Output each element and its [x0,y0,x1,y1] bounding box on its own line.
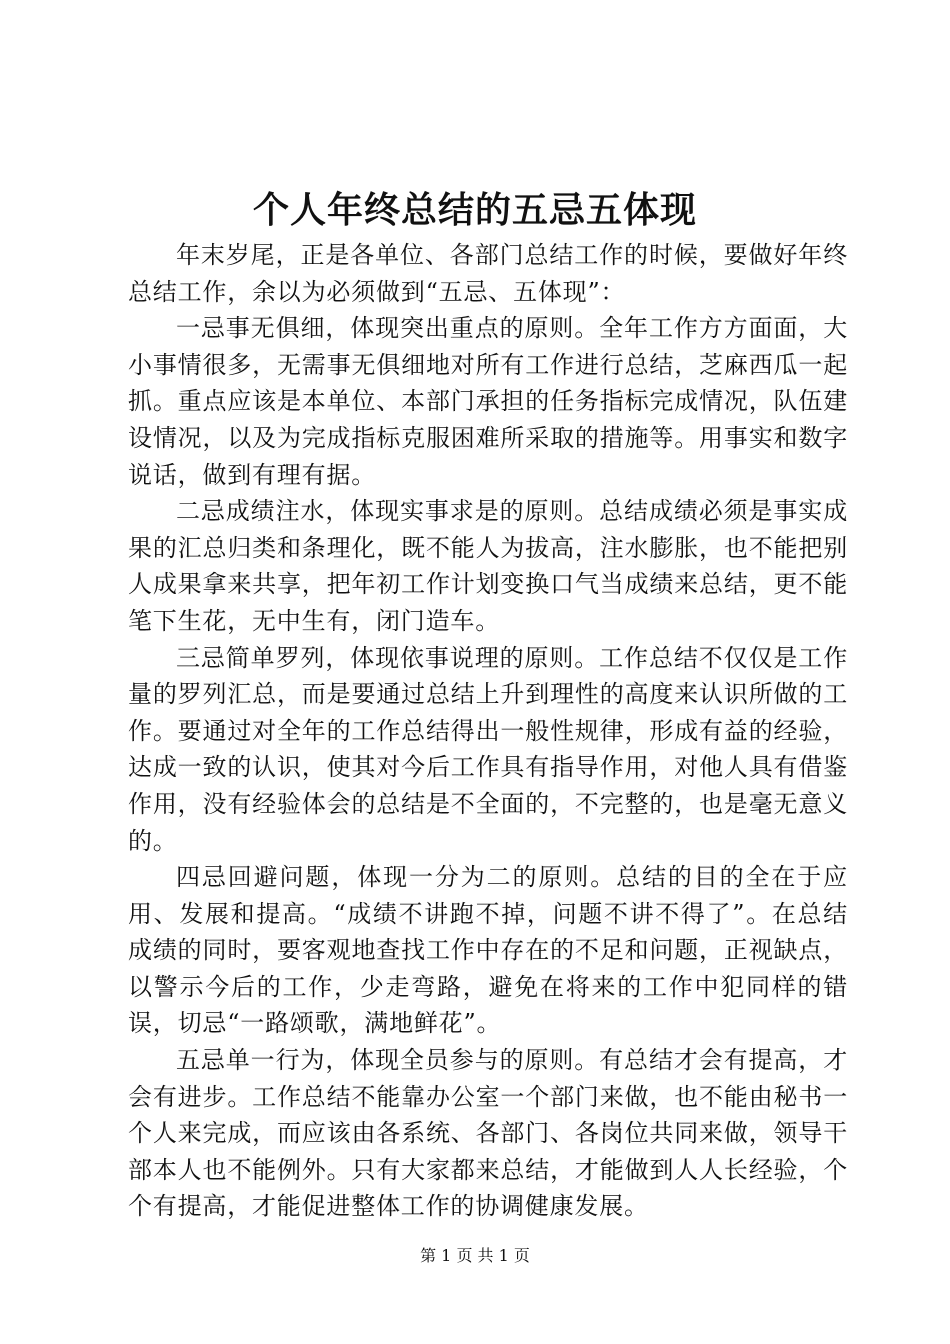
paragraph-point-1: 一忌事无俱细，体现突出重点的原则。全年工作方方面面，大小事情很多，无需事无俱细地对所有工作进行总结，芝麻西瓜一起抓。重点应该是本单位、本部门承担的任务指标完成情况，队伍建设情况，以及为完成指标克服困难所采取的措施等。用事实和数字说话，做到有理有据。 [128,314,848,489]
paragraph-point-4: 四忌回避问题，体现一分为二的原则。总结的目的全在于应用、发展和提高。“成绩不讲跑不掉，问题不讲不得了”。在总结成绩的同时，要客观地查找工作中存在的不足和问题，正视缺点，以警示今后的工作，少走弯路，避免在将来的工作中犯同样的错误，切忌“一路颂歌，满地鲜花”。 [128,863,848,1038]
document-body [128,237,848,1225]
page-number-footer: 第 1 页 共 1 页 [420,1246,530,1265]
paragraph-point-3: 三忌简单罗列，体现依事说理的原则。工作总结不仅仅是工作量的罗列汇总，而是要通过总结上升到理性的高度来认识所做的工作。要通过对全年的工作总结得出一般性规律，形成有益的经验，达成一致的认识，使其对今后工作具有指导作用，对他人具有借鉴作用，没有经验体会的总结是不全面的，不完整的，也是毫无意义的。 [128,643,848,855]
paragraph-intro: 年末岁尾，正是各单位、各部门总结工作的时候，要做好年终总结工作，余以为必须做到“五忌、五体现”： [128,241,848,306]
paragraph-point-2: 二忌成绩注水，体现实事求是的原则。总结成绩必须是事实成果的汇总归类和条理化，既不能人为拔高，注水膨胀，也不能把别人成果拿来共享，把年初工作计划变换口气当成绩来总结，更不能笔下生花，无中生有，闭门造车。 [128,497,848,635]
paragraph-point-5: 五忌单一行为，体现全员参与的原则。有总结才会有提高，才会有进步。工作总结不能靠办公室一个部门来做，也不能由秘书一个人来完成，而应该由各系统、各部门、各岗位共同来做，领导干部本人也不能例外。只有大家都来总结，才能做到人人长经验，个个有提高，才能促进整体工作的协调健康发展。 [128,1046,848,1221]
document-title: 个人年终总结的五忌五体现 [252,189,697,231]
